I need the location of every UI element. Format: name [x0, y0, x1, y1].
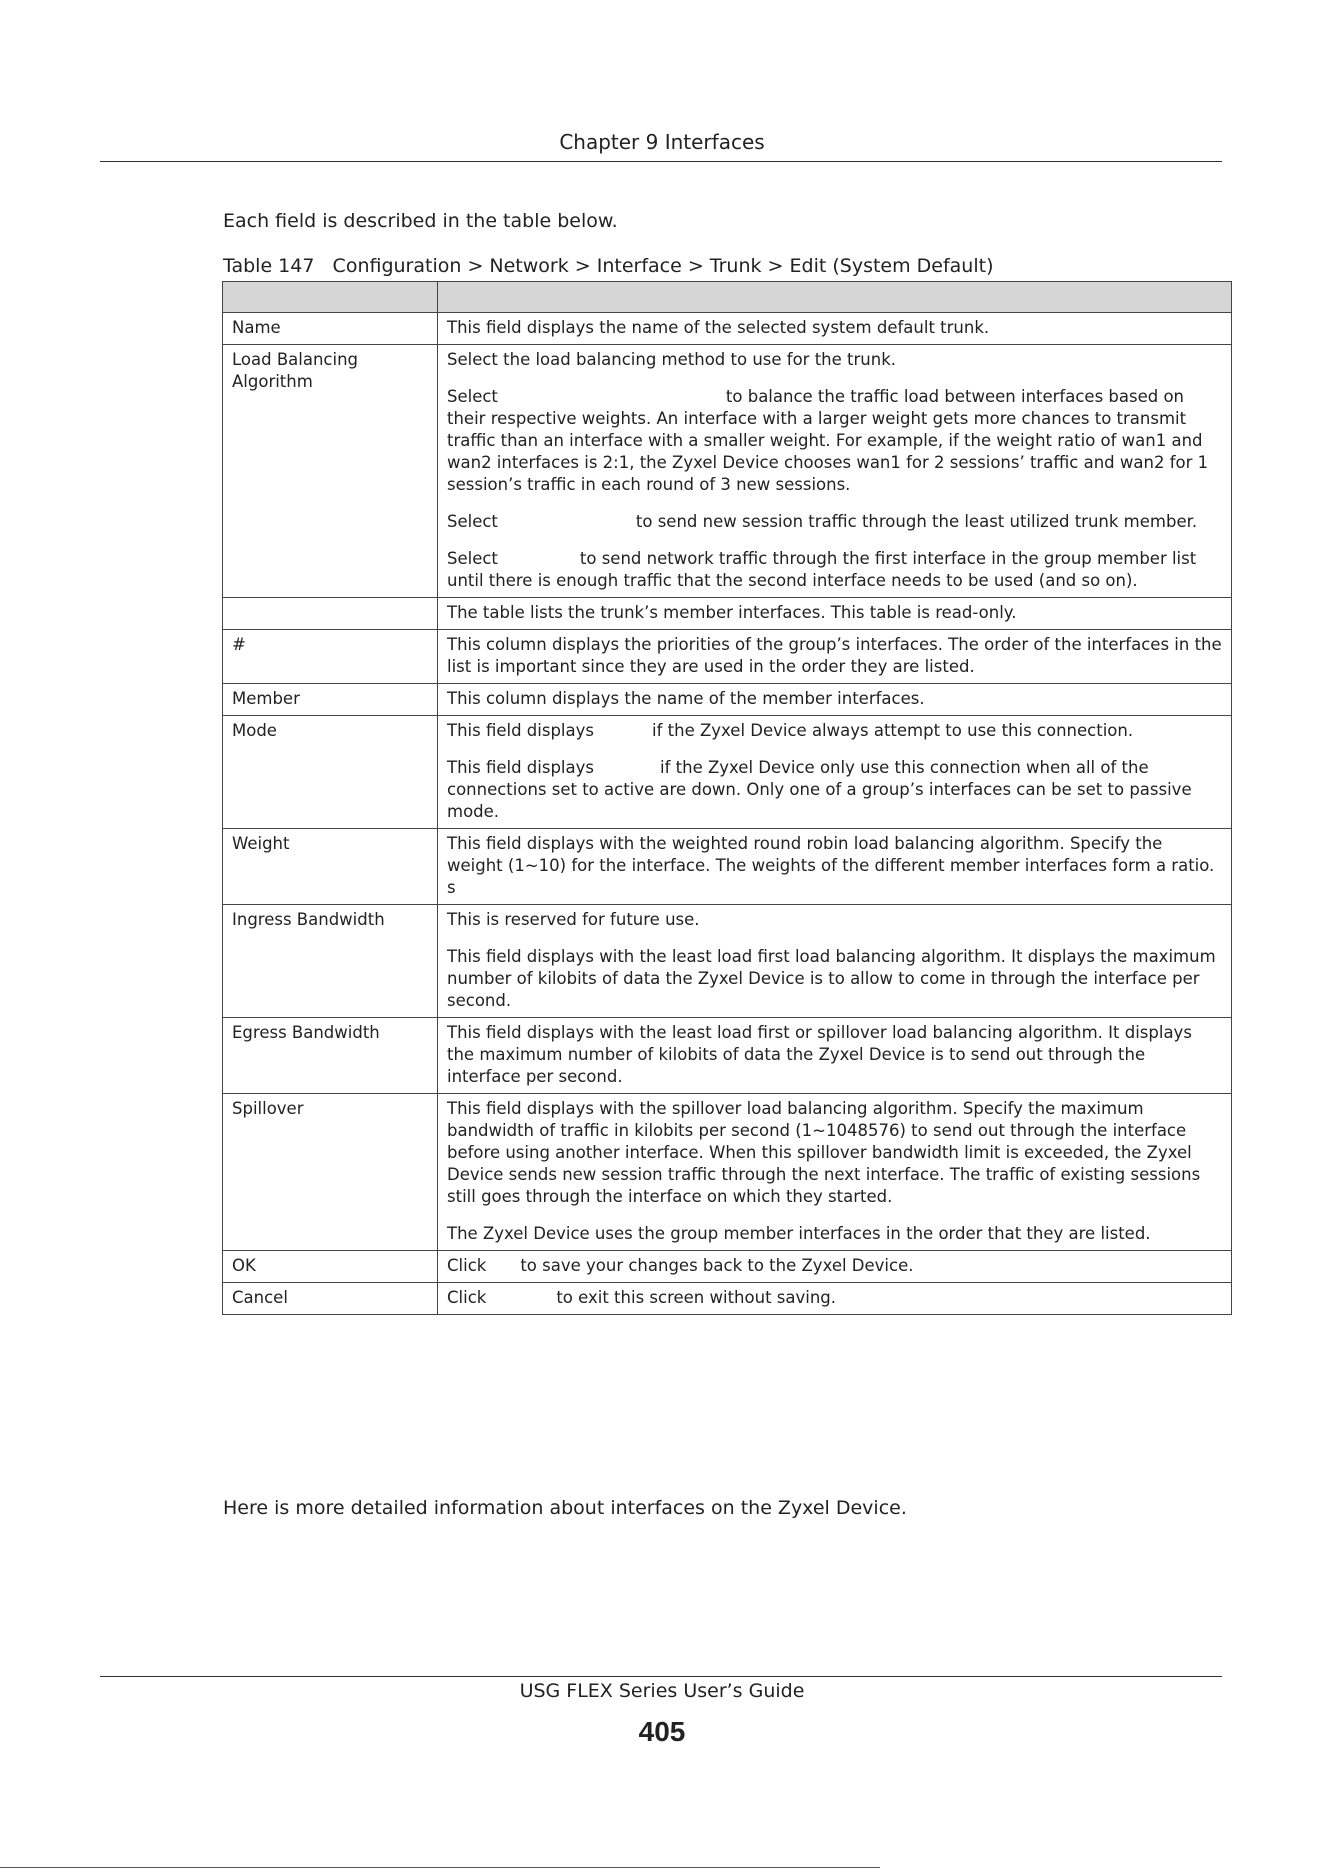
- chapter-title: Chapter 9 Interfaces: [559, 130, 765, 154]
- description-paragraph: Select to balance the traffic load between interfaces based on their respective weights. An interface with a larger weight gets more chances to transmit traffic than an interface with a smaller weight. For example, if the weight ratio of wan1 and wan2 interfaces is 2:1, the Zyxel Device chooses wan1 for 2 sessions’ traffic and wan2 for 1 session’s traffic in each round of 3 new sessions.: [447, 387, 1209, 494]
- row-label: Name: [223, 313, 438, 345]
- description-paragraph: This field displays with the least load first or spillover load balancing algorithm. It displays the maximum number of kilobits of data the Zyxel Device is to send out through the interface per second.: [447, 1023, 1192, 1086]
- description-paragraph: This field displays the name of the selected system default trunk.: [447, 318, 990, 337]
- row-label: Egress Bandwidth: [223, 1018, 438, 1094]
- table-header-row: [223, 282, 1232, 313]
- description-paragraph: This field displays with the least load first load balancing algorithm. It displays the maximum number of kilobits of data the Zyxel Device is to allow to come in through the interface per second.: [447, 947, 1216, 1010]
- bottom-divider: [0, 1867, 880, 1868]
- description-paragraph: Select to send network traffic through the first interface in the group member list until there is enough traffic that the second interface needs to be used (and so on).: [447, 549, 1197, 590]
- row-label: [223, 598, 438, 630]
- description-paragraph: This field displays if the Zyxel Device only use this connection when all of the connections set to active are down. Only one of a group’s interfaces can be set to passive mode.: [447, 758, 1192, 821]
- closing-text: Here is more detailed information about interfaces on the Zyxel Device.: [223, 1497, 907, 1519]
- row-description: [438, 1018, 1232, 1094]
- row-label: Ingress Bandwidth: [223, 905, 438, 1018]
- table-row: [223, 1018, 1232, 1094]
- header-divider: [100, 161, 1222, 162]
- description-paragraph: This column displays the name of the member interfaces.: [447, 689, 925, 708]
- row-description: [438, 630, 1232, 684]
- row-label: OK: [223, 1251, 438, 1283]
- row-label: Cancel: [223, 1283, 438, 1315]
- description-paragraph: Select the load balancing method to use for the trunk.: [447, 350, 896, 369]
- table-row: [223, 684, 1232, 716]
- table-row: [223, 598, 1232, 630]
- row-description: [438, 829, 1232, 905]
- page-number: 405: [638, 1716, 686, 1747]
- description-paragraph: This column displays the priorities of the group’s interfaces. The order of the interfaces in the list is important since they are used in the order they are listed.: [447, 635, 1222, 676]
- table-row: [223, 345, 1232, 598]
- table-row: [223, 1094, 1232, 1251]
- description-paragraph: Click to save your changes back to the Zyxel Device.: [447, 1256, 914, 1275]
- table-row: [223, 829, 1232, 905]
- row-description: [438, 1283, 1232, 1315]
- row-description: [438, 684, 1232, 716]
- table-caption: Table 147 Configuration > Network > Interface > Trunk > Edit (System Default): [223, 255, 994, 277]
- description-paragraph: Click to exit this screen without saving.: [447, 1288, 837, 1307]
- table-row: [223, 313, 1232, 345]
- table-row: [223, 905, 1232, 1018]
- description-paragraph: This field displays with the spillover load balancing algorithm. Specify the maximum bandwidth of traffic in kilobits per second (1~1048576) to send out through the interface before using another interface. When this spillover bandwidth limit is exceeded, the Zyxel Device sends new session traffic through the next interface. The traffic of existing sessions still goes through the interface on which they started.: [447, 1099, 1201, 1206]
- description-paragraph: This field displays if the Zyxel Device always attempt to use this connection.: [447, 721, 1134, 740]
- row-label: Spillover: [223, 1094, 438, 1251]
- row-label: Member: [223, 684, 438, 716]
- row-description: [438, 598, 1232, 630]
- guide-title: USG FLEX Series User’s Guide: [519, 1680, 805, 1702]
- field-description-table: [222, 281, 1232, 1315]
- row-label: Load Balancing Algorithm: [223, 345, 438, 598]
- description-paragraph: Select to send new session traffic through the least utilized trunk member.: [447, 512, 1198, 531]
- row-label: #: [223, 630, 438, 684]
- header-description-cell: [438, 282, 1232, 313]
- row-description: [438, 1251, 1232, 1283]
- description-paragraph: This field displays with the weighted round robin load balancing algorithm. Specify the weight (1~10) for the interface. The weights of the different member interfaces form a ratio. s: [447, 834, 1215, 897]
- table-row: [223, 716, 1232, 829]
- header-label-cell: [223, 282, 438, 313]
- row-description: [438, 345, 1232, 598]
- row-label: Mode: [223, 716, 438, 829]
- table-row: [223, 1251, 1232, 1283]
- row-label: Weight: [223, 829, 438, 905]
- intro-text: Each field is described in the table below.: [223, 210, 618, 232]
- description-paragraph: The Zyxel Device uses the group member interfaces in the order that they are listed.: [447, 1224, 1151, 1243]
- description-paragraph: The table lists the trunk’s member interfaces. This table is read-only.: [447, 603, 1017, 622]
- row-description: [438, 1094, 1232, 1251]
- row-description: [438, 905, 1232, 1018]
- table-row: [223, 1283, 1232, 1315]
- row-description: [438, 313, 1232, 345]
- footer-divider: [100, 1676, 1222, 1677]
- description-paragraph: This is reserved for future use.: [447, 910, 700, 929]
- row-description: [438, 716, 1232, 829]
- table-row: [223, 630, 1232, 684]
